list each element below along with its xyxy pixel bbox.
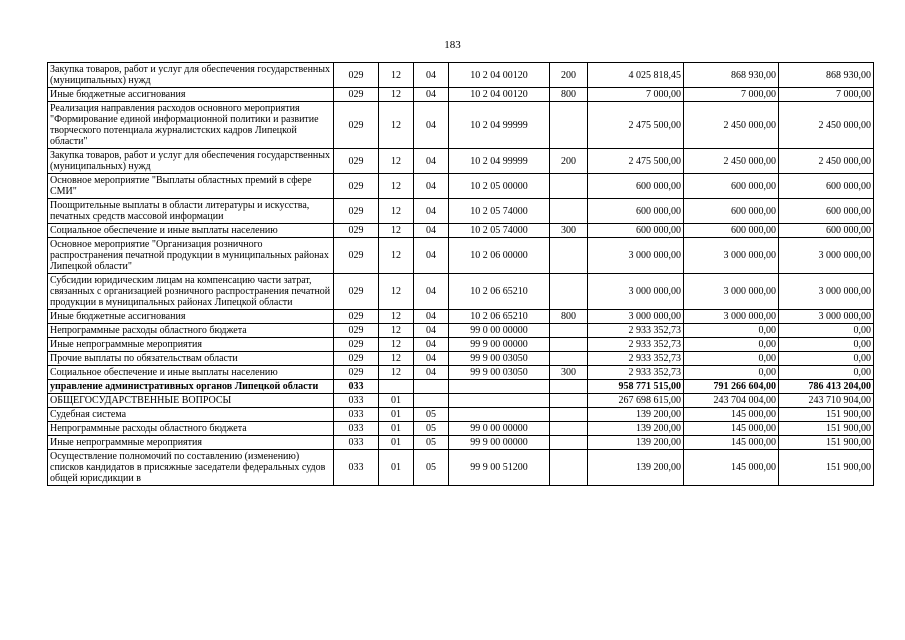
- table-row: [48, 450, 874, 486]
- row-rz-cell: 01: [379, 422, 414, 436]
- row-gr-cell: 029: [334, 338, 379, 352]
- row-amount-year2-cell: 2 450 000,00: [684, 102, 779, 149]
- row-name-cell: Социальное обеспечение и иные выплаты населению: [48, 366, 334, 380]
- row-csr-cell: 10 2 04 00120: [449, 63, 550, 88]
- row-amount-year2-cell: 600 000,00: [684, 199, 779, 224]
- row-vr-cell: [550, 394, 588, 408]
- row-name-cell: Иные непрограммные мероприятия: [48, 338, 334, 352]
- row-gr-cell: 029: [334, 310, 379, 324]
- row-rz-cell: 12: [379, 102, 414, 149]
- row-rz-cell: 12: [379, 238, 414, 274]
- row-amount-year2-cell: 600 000,00: [684, 174, 779, 199]
- row-amount-year3-cell: 151 900,00: [779, 422, 874, 436]
- row-rz-cell: 12: [379, 324, 414, 338]
- row-csr-cell: 99 0 00 00000: [449, 422, 550, 436]
- row-amount-year2-cell: 145 000,00: [684, 408, 779, 422]
- row-rz-cell: 12: [379, 352, 414, 366]
- page-number: 183: [444, 39, 461, 51]
- row-pr-cell: 05: [414, 450, 449, 486]
- row-pr-cell: 04: [414, 310, 449, 324]
- row-name-cell: Иные непрограммные мероприятия: [48, 436, 334, 450]
- row-gr-cell: 033: [334, 422, 379, 436]
- row-vr-cell: [550, 274, 588, 310]
- row-gr-cell: 033: [334, 408, 379, 422]
- table-row: [48, 310, 874, 324]
- row-csr-cell: 10 2 04 00120: [449, 88, 550, 102]
- row-gr-cell: 029: [334, 352, 379, 366]
- row-amount-year1-cell: 2 933 352,73: [588, 366, 684, 380]
- row-amount-year2-cell: 3 000 000,00: [684, 238, 779, 274]
- row-gr-cell: 029: [334, 63, 379, 88]
- row-vr-cell: 200: [550, 63, 588, 88]
- row-vr-cell: [550, 338, 588, 352]
- row-csr-cell: 99 9 00 00000: [449, 338, 550, 352]
- row-gr-cell: 029: [334, 88, 379, 102]
- row-pr-cell: 05: [414, 422, 449, 436]
- row-pr-cell: 04: [414, 352, 449, 366]
- row-rz-cell: 12: [379, 366, 414, 380]
- row-rz-cell: 12: [379, 224, 414, 238]
- row-amount-year2-cell: 7 000,00: [684, 88, 779, 102]
- row-name-cell: Закупка товаров, работ и услуг для обеспечения государственных (муниципальных) нужд: [48, 63, 334, 88]
- row-amount-year1-cell: 3 000 000,00: [588, 274, 684, 310]
- row-rz-cell: 01: [379, 408, 414, 422]
- row-amount-year1-cell: 2 933 352,73: [588, 324, 684, 338]
- row-vr-cell: [550, 408, 588, 422]
- row-pr-cell: 04: [414, 199, 449, 224]
- budget-table-body: [48, 63, 874, 486]
- row-pr-cell: 04: [414, 238, 449, 274]
- row-name-cell: Судебная система: [48, 408, 334, 422]
- row-amount-year3-cell: 868 930,00: [779, 63, 874, 88]
- row-gr-cell: 029: [334, 102, 379, 149]
- table-row: [48, 63, 874, 88]
- row-name-cell: Иные бюджетные ассигнования: [48, 88, 334, 102]
- row-vr-cell: [550, 380, 588, 394]
- row-amount-year3-cell: 0,00: [779, 352, 874, 366]
- row-csr-cell: 10 2 06 65210: [449, 310, 550, 324]
- row-amount-year2-cell: 145 000,00: [684, 450, 779, 486]
- row-vr-cell: [550, 238, 588, 274]
- row-amount-year2-cell: 3 000 000,00: [684, 310, 779, 324]
- table-row: [48, 199, 874, 224]
- row-gr-cell: 033: [334, 380, 379, 394]
- table-row: [48, 436, 874, 450]
- row-amount-year2-cell: 0,00: [684, 338, 779, 352]
- row-amount-year2-cell: 2 450 000,00: [684, 149, 779, 174]
- row-amount-year1-cell: 139 200,00: [588, 422, 684, 436]
- row-amount-year1-cell: 600 000,00: [588, 199, 684, 224]
- row-amount-year3-cell: 0,00: [779, 366, 874, 380]
- row-gr-cell: 029: [334, 366, 379, 380]
- row-gr-cell: 029: [334, 199, 379, 224]
- row-rz-cell: 12: [379, 274, 414, 310]
- row-name-cell: Поощрительные выплаты в области литературы и искусства, печатных средств массовой информации: [48, 199, 334, 224]
- row-pr-cell: 04: [414, 338, 449, 352]
- row-vr-cell: [550, 422, 588, 436]
- row-csr-cell: 99 9 00 51200: [449, 450, 550, 486]
- row-pr-cell: 05: [414, 436, 449, 450]
- row-amount-year1-cell: 139 200,00: [588, 408, 684, 422]
- row-name-cell: Прочие выплаты по обязательствам области: [48, 352, 334, 366]
- row-amount-year1-cell: 2 475 500,00: [588, 149, 684, 174]
- row-amount-year3-cell: 151 900,00: [779, 408, 874, 422]
- row-amount-year1-cell: 600 000,00: [588, 224, 684, 238]
- row-amount-year2-cell: 868 930,00: [684, 63, 779, 88]
- row-amount-year2-cell: 0,00: [684, 366, 779, 380]
- row-vr-cell: 200: [550, 149, 588, 174]
- row-rz-cell: 12: [379, 174, 414, 199]
- row-amount-year1-cell: 139 200,00: [588, 436, 684, 450]
- table-row: [48, 394, 874, 408]
- row-name-cell: Непрограммные расходы областного бюджета: [48, 422, 334, 436]
- row-pr-cell: 04: [414, 274, 449, 310]
- row-amount-year1-cell: 958 771 515,00: [588, 380, 684, 394]
- row-name-cell: Основное мероприятие "Выплаты областных премий в сфере СМИ": [48, 174, 334, 199]
- row-gr-cell: 029: [334, 224, 379, 238]
- row-rz-cell: [379, 380, 414, 394]
- row-csr-cell: 10 2 06 65210: [449, 274, 550, 310]
- row-amount-year1-cell: 139 200,00: [588, 450, 684, 486]
- row-pr-cell: 04: [414, 102, 449, 149]
- row-name-cell: Социальное обеспечение и иные выплаты населению: [48, 224, 334, 238]
- row-amount-year2-cell: 145 000,00: [684, 422, 779, 436]
- table-row: [48, 238, 874, 274]
- row-rz-cell: 12: [379, 149, 414, 174]
- row-pr-cell: 04: [414, 224, 449, 238]
- row-gr-cell: 029: [334, 324, 379, 338]
- row-amount-year2-cell: 243 704 004,00: [684, 394, 779, 408]
- row-amount-year1-cell: 267 698 615,00: [588, 394, 684, 408]
- row-amount-year2-cell: 0,00: [684, 352, 779, 366]
- row-csr-cell: 10 2 06 00000: [449, 238, 550, 274]
- row-amount-year1-cell: 2 933 352,73: [588, 352, 684, 366]
- row-rz-cell: 12: [379, 338, 414, 352]
- row-vr-cell: [550, 450, 588, 486]
- row-amount-year3-cell: 3 000 000,00: [779, 310, 874, 324]
- row-amount-year2-cell: 3 000 000,00: [684, 274, 779, 310]
- table-row: [48, 224, 874, 238]
- row-pr-cell: 04: [414, 324, 449, 338]
- row-gr-cell: 029: [334, 149, 379, 174]
- row-pr-cell: 04: [414, 63, 449, 88]
- row-gr-cell: 029: [334, 274, 379, 310]
- row-amount-year1-cell: 4 025 818,45: [588, 63, 684, 88]
- row-rz-cell: 12: [379, 63, 414, 88]
- row-csr-cell: 99 9 00 03050: [449, 352, 550, 366]
- row-name-cell: Основное мероприятие "Организация розничного распространения печатной продукции в муниципальных районах Липецкой области": [48, 238, 334, 274]
- row-gr-cell: 033: [334, 394, 379, 408]
- row-amount-year1-cell: 600 000,00: [588, 174, 684, 199]
- row-name-cell: Закупка товаров, работ и услуг для обеспечения государственных (муниципальных) нужд: [48, 149, 334, 174]
- row-name-cell: Осуществление полномочий по составлению (изменению) списков кандидатов в присяжные заседатели федеральных судов общей юрисдикции в: [48, 450, 334, 486]
- row-csr-cell: [449, 394, 550, 408]
- row-pr-cell: [414, 380, 449, 394]
- row-gr-cell: 033: [334, 450, 379, 486]
- row-amount-year3-cell: 786 413 204,00: [779, 380, 874, 394]
- row-amount-year3-cell: 3 000 000,00: [779, 274, 874, 310]
- row-amount-year1-cell: 2 933 352,73: [588, 338, 684, 352]
- row-csr-cell: 10 2 04 99999: [449, 149, 550, 174]
- budget-table: [47, 62, 874, 486]
- row-amount-year2-cell: 0,00: [684, 324, 779, 338]
- table-row: [48, 422, 874, 436]
- row-pr-cell: 04: [414, 366, 449, 380]
- row-amount-year3-cell: 243 710 904,00: [779, 394, 874, 408]
- row-amount-year3-cell: 3 000 000,00: [779, 238, 874, 274]
- row-pr-cell: 04: [414, 149, 449, 174]
- table-row: [48, 88, 874, 102]
- table-row: [48, 408, 874, 422]
- row-pr-cell: 05: [414, 408, 449, 422]
- row-rz-cell: 01: [379, 450, 414, 486]
- row-vr-cell: [550, 324, 588, 338]
- row-vr-cell: [550, 352, 588, 366]
- row-csr-cell: 10 2 05 74000: [449, 199, 550, 224]
- row-amount-year3-cell: 151 900,00: [779, 450, 874, 486]
- table-row: [48, 380, 874, 394]
- row-name-cell: ОБЩЕГОСУДАРСТВЕННЫЕ ВОПРОСЫ: [48, 394, 334, 408]
- row-vr-cell: 800: [550, 88, 588, 102]
- row-vr-cell: 800: [550, 310, 588, 324]
- row-amount-year3-cell: 2 450 000,00: [779, 149, 874, 174]
- row-amount-year2-cell: 600 000,00: [684, 224, 779, 238]
- table-row: [48, 102, 874, 149]
- row-name-cell: Субсидии юридическим лицам на компенсацию части затрат, связанных с организацией розничного распространения печатной продукции в муниципальных районах Липецкой области: [48, 274, 334, 310]
- row-amount-year3-cell: 0,00: [779, 324, 874, 338]
- row-amount-year1-cell: 3 000 000,00: [588, 310, 684, 324]
- table-row: [48, 324, 874, 338]
- row-vr-cell: [550, 199, 588, 224]
- row-vr-cell: [550, 174, 588, 199]
- row-amount-year3-cell: 7 000,00: [779, 88, 874, 102]
- row-name-cell: Реализация направления расходов основного мероприятия "Формирование единой информационной политики и развитие творческого потенциала журналистских кадров Липецкой области": [48, 102, 334, 149]
- row-pr-cell: 04: [414, 88, 449, 102]
- row-gr-cell: 033: [334, 436, 379, 450]
- row-rz-cell: 01: [379, 394, 414, 408]
- row-name-cell: Непрограммные расходы областного бюджета: [48, 324, 334, 338]
- table-row: [48, 338, 874, 352]
- row-vr-cell: 300: [550, 366, 588, 380]
- row-amount-year1-cell: 2 475 500,00: [588, 102, 684, 149]
- row-amount-year2-cell: 791 266 604,00: [684, 380, 779, 394]
- row-csr-cell: 99 0 00 00000: [449, 324, 550, 338]
- row-pr-cell: 04: [414, 174, 449, 199]
- row-rz-cell: 01: [379, 436, 414, 450]
- row-vr-cell: [550, 436, 588, 450]
- row-amount-year3-cell: 600 000,00: [779, 174, 874, 199]
- row-amount-year1-cell: 3 000 000,00: [588, 238, 684, 274]
- row-name-cell: управление административных органов Липецкой области: [48, 380, 334, 394]
- row-amount-year1-cell: 7 000,00: [588, 88, 684, 102]
- row-amount-year3-cell: 600 000,00: [779, 224, 874, 238]
- row-pr-cell: [414, 394, 449, 408]
- row-rz-cell: 12: [379, 310, 414, 324]
- row-csr-cell: 99 9 00 03050: [449, 366, 550, 380]
- row-csr-cell: 10 2 04 99999: [449, 102, 550, 149]
- row-vr-cell: [550, 102, 588, 149]
- row-csr-cell: [449, 380, 550, 394]
- row-csr-cell: 99 9 00 00000: [449, 436, 550, 450]
- row-amount-year3-cell: 2 450 000,00: [779, 102, 874, 149]
- row-csr-cell: 10 2 05 74000: [449, 224, 550, 238]
- row-name-cell: Иные бюджетные ассигнования: [48, 310, 334, 324]
- table-row: [48, 274, 874, 310]
- row-vr-cell: 300: [550, 224, 588, 238]
- row-gr-cell: 029: [334, 174, 379, 199]
- row-amount-year3-cell: 0,00: [779, 338, 874, 352]
- table-row: [48, 352, 874, 366]
- row-amount-year3-cell: 151 900,00: [779, 436, 874, 450]
- row-gr-cell: 029: [334, 238, 379, 274]
- row-rz-cell: 12: [379, 88, 414, 102]
- row-amount-year3-cell: 600 000,00: [779, 199, 874, 224]
- table-row: [48, 174, 874, 199]
- row-csr-cell: 10 2 05 00000: [449, 174, 550, 199]
- table-row: [48, 149, 874, 174]
- row-rz-cell: 12: [379, 199, 414, 224]
- table-row: [48, 366, 874, 380]
- row-amount-year2-cell: 145 000,00: [684, 436, 779, 450]
- row-csr-cell: [449, 408, 550, 422]
